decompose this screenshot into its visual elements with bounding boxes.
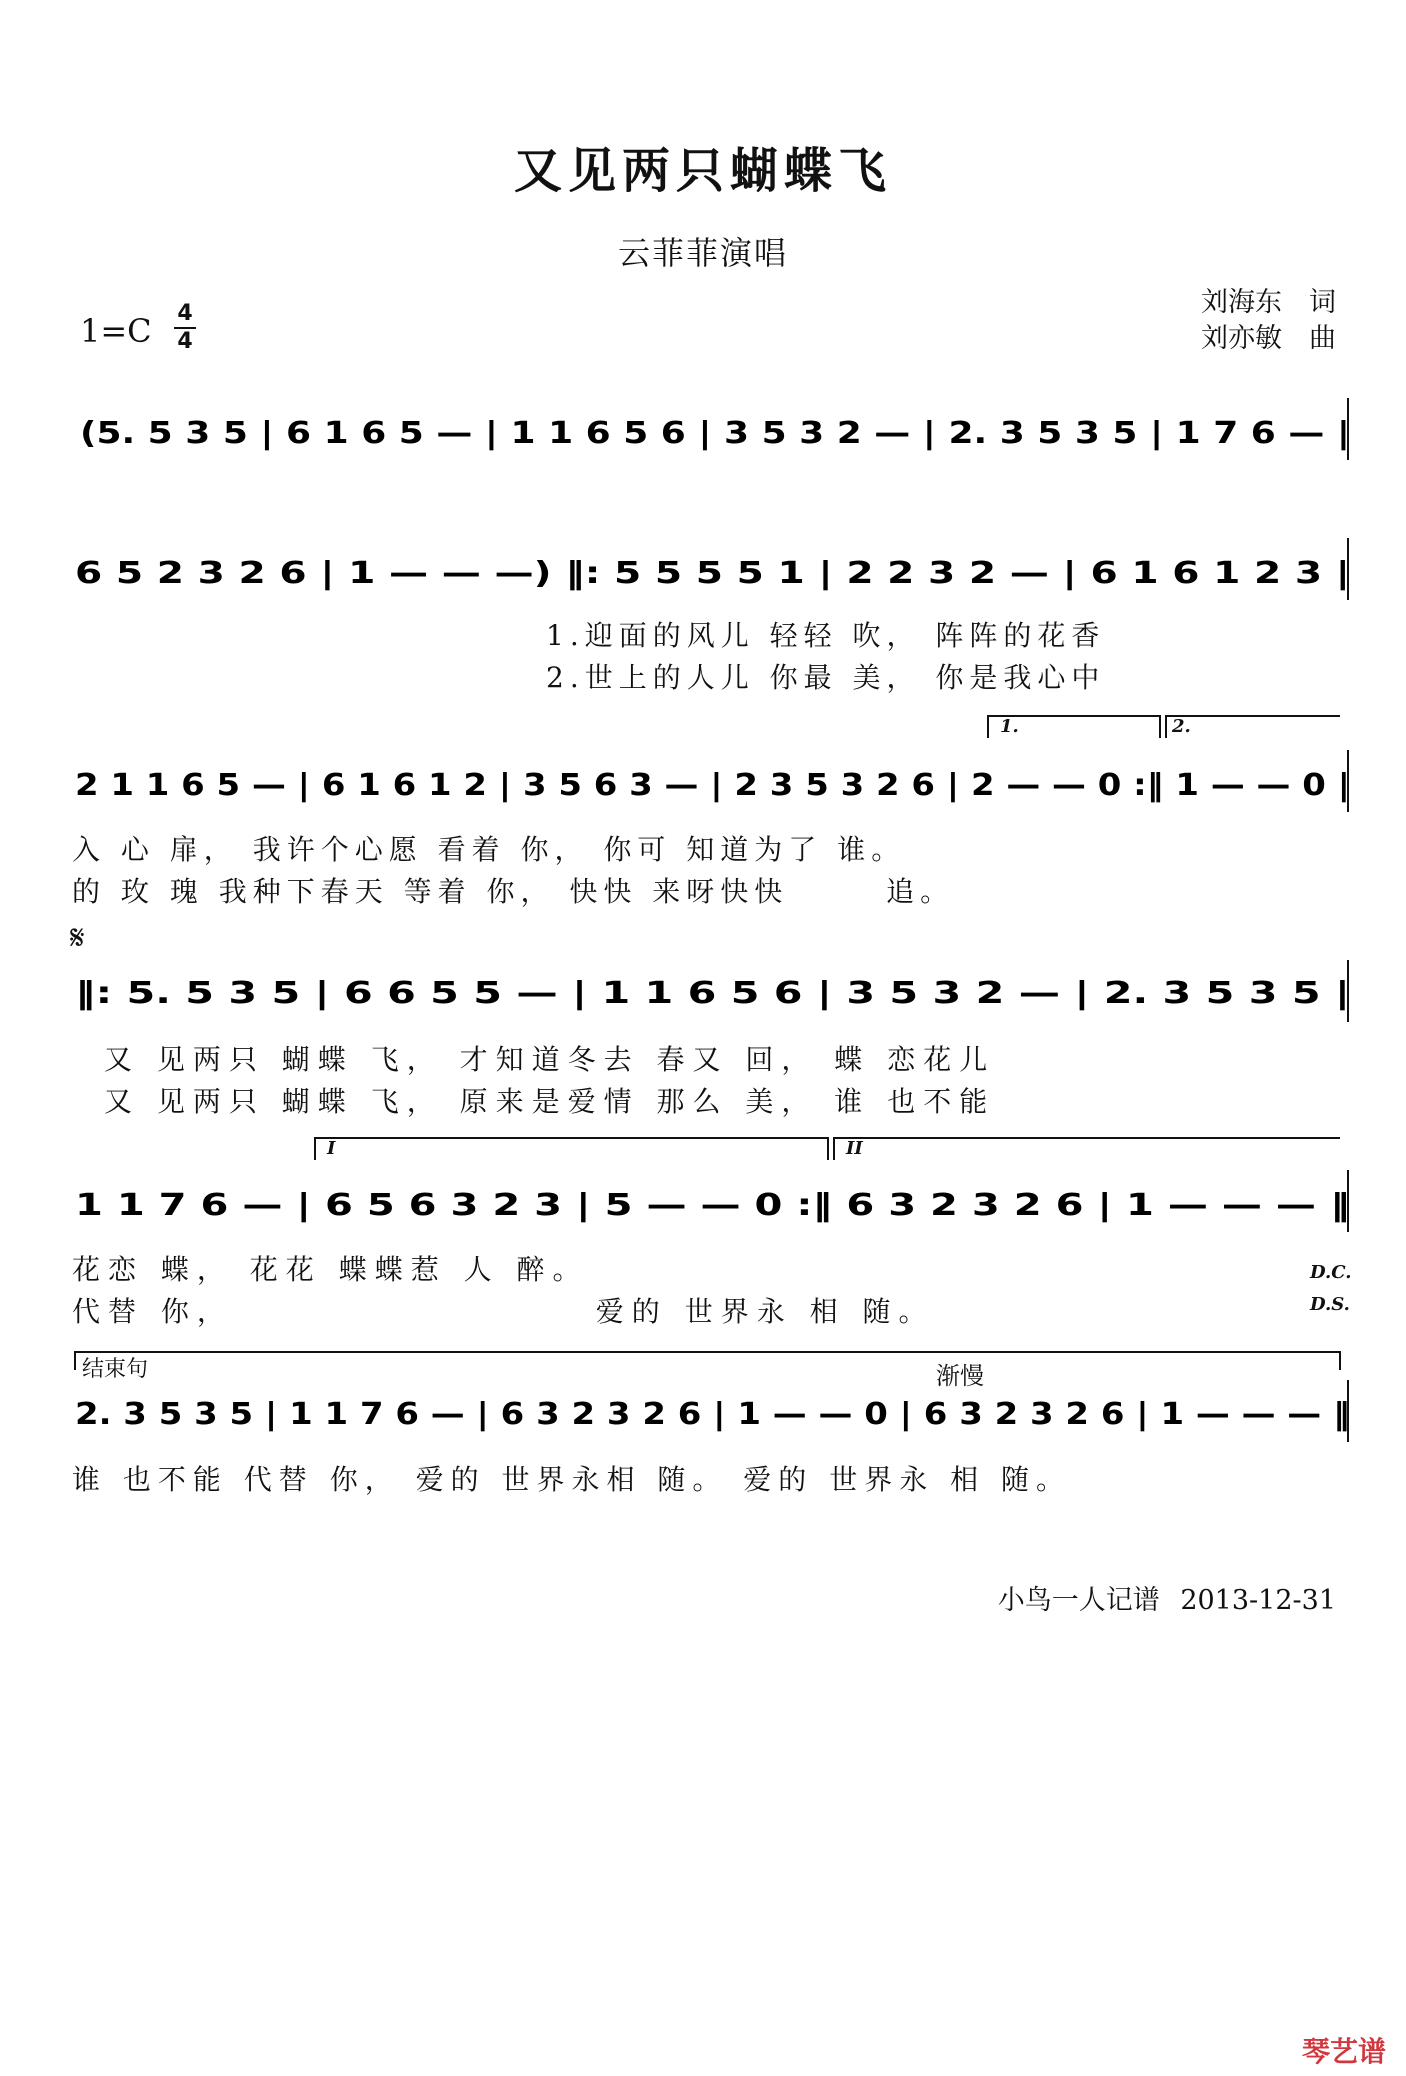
- ending-roman-2: II: [846, 1138, 863, 1159]
- singer-subtitle: 云菲菲演唱: [617, 234, 788, 272]
- time-sig-top: 4: [177, 301, 193, 326]
- lyric-v2-line3: 的 玫 瑰 我种下春天 等着 你， 快快 来呀快快 追。: [72, 875, 955, 908]
- coda-label: 结束句: [82, 1357, 149, 1382]
- ds-mark: D.S.: [1310, 1294, 1350, 1315]
- key-signature: 1=C: [80, 312, 152, 350]
- lyric-v1-line3: 入 心 扉， 我许个心愿 看着 你， 你可 知道为了 谁。: [72, 833, 906, 866]
- segno-icon: 𝄋: [70, 918, 85, 958]
- lyric-v2-line5: 代替 你， 爱的 世界永 相 随。: [72, 1295, 935, 1328]
- ending-2-mark: 2.: [1172, 716, 1191, 737]
- lyric-v1-line2: 1.迎面的风儿 轻轻 吹， 阵阵的花香: [546, 619, 1106, 652]
- score-line-3: 2 1 1 6 5 — | 6 1 6 1 2 | 3 5 6 3 — | 2 3 5 3 2 6 | 2 — — 0 :‖ 1 — — 0 |: [75, 768, 1350, 803]
- transcribe-date: 2013-12-31: [1180, 1585, 1336, 1616]
- composer-credit: 刘亦敏 曲: [1201, 323, 1336, 354]
- ritardando-label: 渐慢: [936, 1362, 984, 1390]
- lyric-v1-line4: 又 见两只 蝴蝶 飞， 才知道冬去 春又 回， 蝶 恋花儿: [104, 1043, 996, 1076]
- transcriber-credit: [998, 1578, 1336, 1617]
- transcriber-name: 小鸟一人记谱: [997, 1585, 1160, 1616]
- score-line-1: (5. 5 3 5 | 6 1 6 5 — | 1 1 6 5 6 | 3 5 3 2 — | 2. 3 5 3 5 | 1 7 6 — |: [80, 416, 1350, 451]
- page-title: 又见两只蝴蝶飞: [513, 143, 892, 199]
- ending-1-mark: 1.: [1000, 716, 1019, 737]
- brand-logo: 琴艺谱: [1301, 2035, 1386, 2068]
- score-line-6: 2. 3 5 3 5 | 1 1 7 6 — | 6 3 2 3 2 6 | 1 — — 0 | 6 3 2 3 2 6 | 1 — — — ‖: [75, 1397, 1350, 1432]
- time-sig-bottom: 4: [177, 329, 193, 354]
- lyric-v2-line4: 又 见两只 蝴蝶 飞， 原来是爱情 那么 美， 谁 也不能: [104, 1085, 996, 1118]
- lyric-line6: 谁 也不能 代替 你， 爱的 世界永相 随。 爱的 世界永 相 随。: [72, 1463, 1072, 1496]
- ending-roman-1: I: [327, 1138, 336, 1159]
- score-line-5: 1 1 7 6 — | 6 5 6 3 2 3 | 5 — — 0 :‖ 6 3 2 3 2 6 | 1 — — — ‖: [75, 1188, 1350, 1223]
- score-line-4: ‖: 5. 5 3 5 | 6 6 5 5 — | 1 1 6 5 6 | 3 5 3 2 — | 2. 3 5 3 5 |: [75, 976, 1350, 1011]
- score-line-2: 6 5 2 3 2 6 | 1 — — —) ‖: 5 5 5 5 1 | 2 2 3 2 — | 6 1 6 1 2 3 |: [75, 556, 1350, 591]
- lyric-v1-line5: 花恋 蝶， 花花 蝶蝶惹 人 醉。: [72, 1253, 589, 1286]
- dc-mark: D.C.: [1310, 1262, 1352, 1283]
- lyricist-credit: 刘海东 词: [1201, 287, 1336, 318]
- lyric-v2-line2: 2.世上的人儿 你最 美， 你是我心中: [546, 661, 1106, 694]
